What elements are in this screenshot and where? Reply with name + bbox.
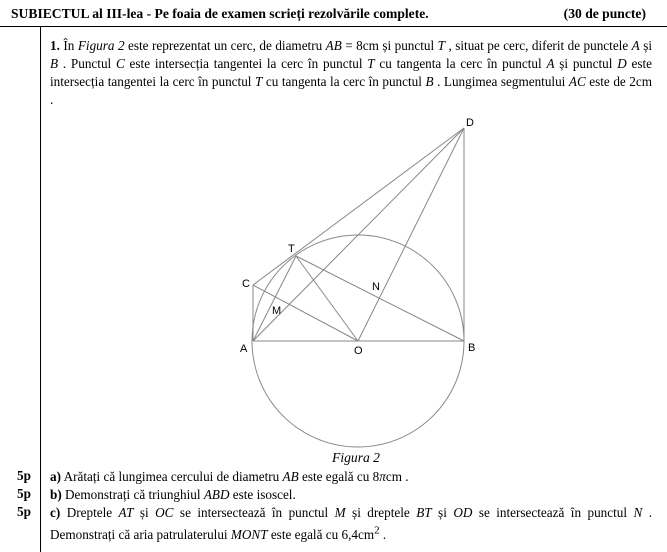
- item-b: [50, 486, 652, 504]
- item-b-text: Demonstrați că triunghiul ABD este isoscel.: [65, 487, 296, 502]
- segment-TB: [296, 256, 464, 341]
- problem-number: 1.: [50, 38, 60, 53]
- item-c-points: 5p: [17, 504, 31, 519]
- header-divider: [0, 26, 667, 27]
- label-C: C: [242, 278, 250, 290]
- tangent-CD: [253, 128, 464, 285]
- segment-OC: [253, 285, 358, 341]
- geometry-figure: [200, 110, 500, 455]
- item-b-points: 5p: [17, 486, 31, 501]
- label-N: N: [372, 281, 380, 293]
- label-A: A: [240, 343, 248, 355]
- segment-OT: [296, 256, 358, 341]
- item-a: [50, 468, 652, 486]
- section-title: SUBIECTUL al III-lea - Pe foaia de examen scrieți rezolvările complete.: [11, 6, 429, 21]
- label-D: D: [466, 117, 474, 129]
- segment-OD: [358, 128, 464, 341]
- item-b-label: b): [50, 487, 62, 502]
- item-c-text: Dreptele AT și OC se intersectează în punctul M și dreptele BT și OD se intersectează în punctul N . Demonstrați că aria patrulaterului MONT este egală cu $6,4cm^2$ .: [50, 505, 653, 543]
- label-B: B: [468, 342, 476, 354]
- points-column-divider: [40, 27, 41, 552]
- figure-caption: Figura 2: [332, 450, 380, 465]
- item-c: [50, 504, 652, 544]
- item-a-points: 5p: [17, 468, 31, 483]
- section-points: (30 de puncte): [563, 6, 646, 21]
- label-M: M: [272, 305, 282, 317]
- item-a-text: Arătați că lungimea cercului de diametru AB este egală cu 8πcm .: [63, 469, 409, 484]
- problem-text: În Figura 2 este reprezentat un cerc, de diametru AB = 8cm și punctul T , situat pe cerc, diferit de punctele A și B . Punctul C este intersecția tangentei la cerc în punctul T cu tangenta la cerc în punctul A și punctul D este intersecția tangentei la cerc în punctul T cu tangenta la cerc în punctul B . Lungimea segmentului AC este de 2cm .: [50, 38, 653, 107]
- problem-statement: [50, 37, 652, 109]
- item-c-label: c): [50, 505, 61, 520]
- label-O: O: [354, 345, 363, 357]
- exam-header: [11, 4, 656, 24]
- segment-AD: [253, 128, 464, 341]
- item-a-label: a): [50, 469, 61, 484]
- label-T: T: [288, 243, 295, 255]
